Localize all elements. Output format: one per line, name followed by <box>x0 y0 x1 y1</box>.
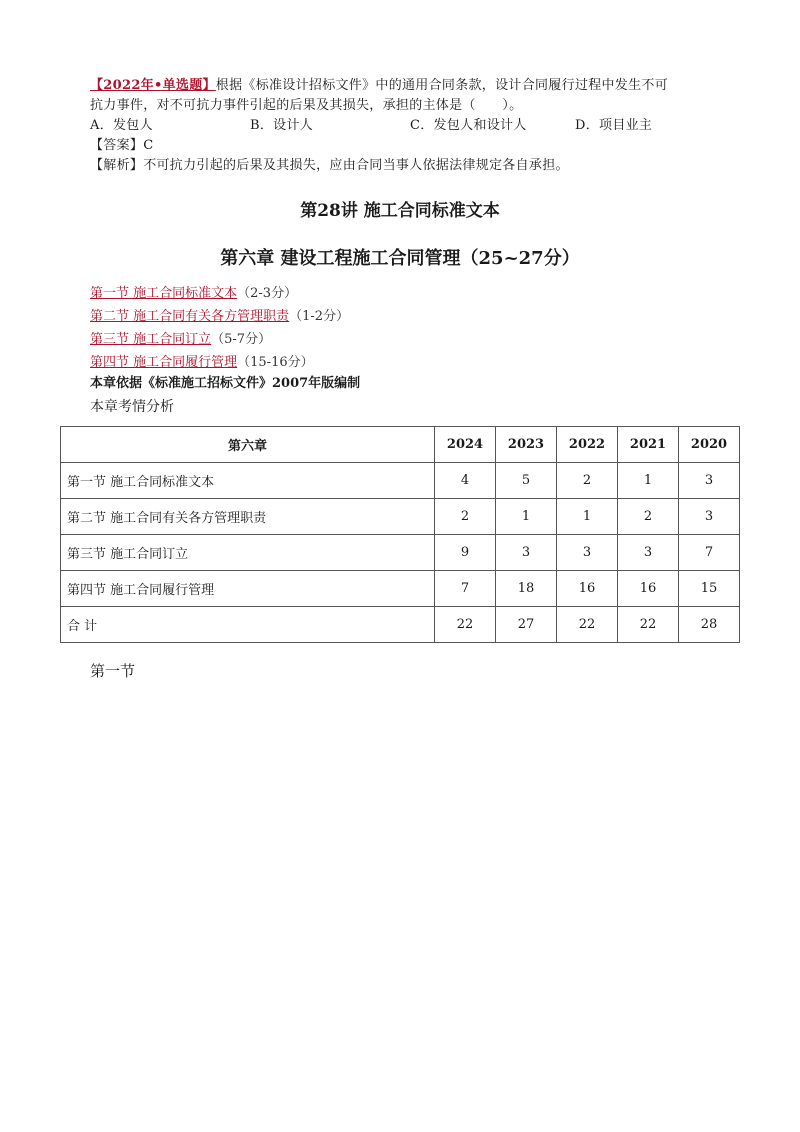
row-name: 第三节 施工合同订立 <box>61 535 435 571</box>
toc-score-4: （15-16分） <box>237 355 314 370</box>
cell-value: 1 <box>618 463 679 499</box>
toc-item-4[interactable] <box>90 351 349 374</box>
option-a: A．发包人 <box>90 118 153 133</box>
cell-value: 3 <box>496 535 557 571</box>
exam-statistics-table <box>60 426 740 643</box>
question-tag: 【2022年•单选题】 <box>90 78 216 93</box>
cell-value: 22 <box>435 607 496 643</box>
option-b: B．设计人 <box>250 118 314 133</box>
table-total-row <box>61 607 740 643</box>
analysis-heading: 本章考情分析 <box>90 399 174 415</box>
table-row <box>61 571 740 607</box>
cell-value: 16 <box>618 571 679 607</box>
cell-value: 4 <box>435 463 496 499</box>
row-name: 第二节 施工合同有关各方管理职责 <box>61 499 435 535</box>
toc-score-3: （5-7分） <box>211 332 272 347</box>
header-year-2021: 2021 <box>618 427 679 463</box>
toc-item-3[interactable] <box>90 328 349 351</box>
header-year-2020: 2020 <box>679 427 740 463</box>
cell-value: 15 <box>679 571 740 607</box>
toc-score-2: （1-2分） <box>289 309 350 324</box>
cell-value: 16 <box>557 571 618 607</box>
table-row <box>61 499 740 535</box>
option-d: D．项目业主 <box>575 118 653 133</box>
cell-value: 3 <box>618 535 679 571</box>
chapter-title: 第六章 建设工程施工合同管理（25~27分） <box>220 248 580 269</box>
header-year-2024: 2024 <box>435 427 496 463</box>
table-row <box>61 535 740 571</box>
section-heading: 第一节 <box>90 662 136 680</box>
cell-value: 28 <box>679 607 740 643</box>
analysis-line: 【解析】不可抗力引起的后果及其损失，应由合同当事人依据法律规定各自承担。 <box>90 158 569 173</box>
row-name: 第一节 施工合同标准文本 <box>61 463 435 499</box>
cell-value: 22 <box>618 607 679 643</box>
cell-value: 3 <box>679 463 740 499</box>
table-header-row <box>61 427 740 463</box>
toc-link-1[interactable]: 第一节 施工合同标准文本 <box>90 286 238 301</box>
cell-value: 9 <box>435 535 496 571</box>
cell-value: 7 <box>435 571 496 607</box>
cell-value: 3 <box>679 499 740 535</box>
cell-value: 7 <box>679 535 740 571</box>
toc-link-2[interactable]: 第二节 施工合同有关各方管理职责 <box>90 309 290 324</box>
toc-item-2[interactable] <box>90 305 349 328</box>
cell-value: 1 <box>496 499 557 535</box>
lecture-title: 第28讲 施工合同标准文本 <box>300 201 500 221</box>
header-year-2022: 2022 <box>557 427 618 463</box>
table-of-contents <box>90 282 349 374</box>
toc-link-3[interactable]: 第三节 施工合同订立 <box>90 332 212 347</box>
row-name: 合 计 <box>61 607 435 643</box>
question-text-1: 根据《标准设计招标文件》中的通用合同条款，设计合同履行过程中发生不可 <box>215 78 668 93</box>
table-row <box>61 463 740 499</box>
option-c: C．发包人和设计人 <box>410 118 527 133</box>
toc-link-4[interactable]: 第四节 施工合同履行管理 <box>90 355 238 370</box>
cell-value: 18 <box>496 571 557 607</box>
cell-value: 2 <box>557 463 618 499</box>
basis-note: 本章依据《标准施工招标文件》2007年版编制 <box>90 376 361 391</box>
question-text-2: 抗力事件，对不可抗力事件引起的后果及其损失，承担的主体是（ ）。 <box>90 98 523 113</box>
cell-value: 27 <box>496 607 557 643</box>
row-name: 第四节 施工合同履行管理 <box>61 571 435 607</box>
cell-value: 1 <box>557 499 618 535</box>
question-options <box>90 116 730 136</box>
cell-value: 22 <box>557 607 618 643</box>
question-block <box>90 76 730 176</box>
cell-value: 2 <box>435 499 496 535</box>
cell-value: 5 <box>496 463 557 499</box>
toc-score-1: （2-3分） <box>237 286 298 301</box>
cell-value: 2 <box>618 499 679 535</box>
header-year-2023: 2023 <box>496 427 557 463</box>
answer-line: 【答案】C <box>90 138 154 153</box>
cell-value: 3 <box>557 535 618 571</box>
question-line-1 <box>90 76 730 96</box>
toc-item-1[interactable] <box>90 282 349 305</box>
header-chapter: 第六章 <box>61 427 435 463</box>
